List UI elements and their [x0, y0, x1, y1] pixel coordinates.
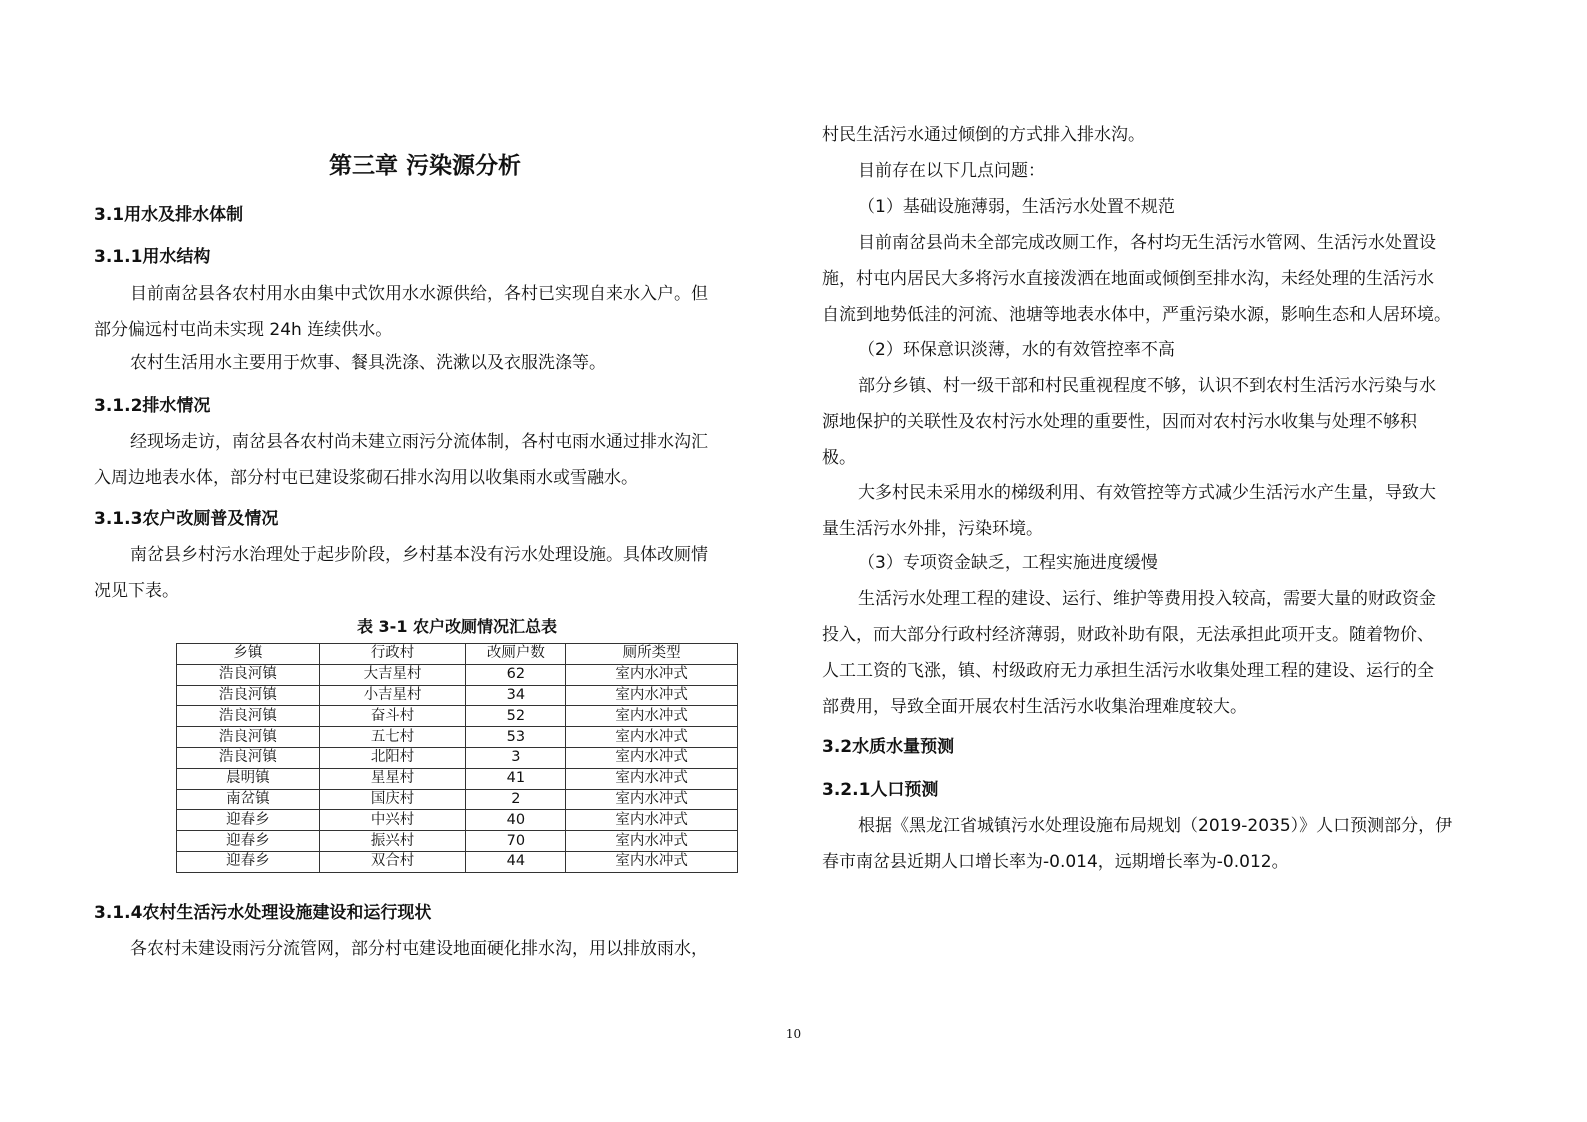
text-line: 目前存在以下几点问题：: [858, 161, 1045, 181]
text-line: 自流到地势低洼的河流、池塘等地表水体中，严重污染水源，影响生态和人居环境。: [822, 305, 1451, 325]
paragraph-r8: [822, 581, 1436, 725]
table-row: [177, 810, 738, 831]
paragraph-3-1-3: [94, 537, 708, 609]
table-cell: 53: [466, 727, 566, 748]
table-cell: 41: [466, 768, 566, 789]
section-3-1-1-heading: 3.1.1用水结构: [94, 247, 211, 267]
table-cell: 室内水冲式: [566, 685, 738, 706]
table-row: [177, 706, 738, 727]
table-cell: 奋斗村: [319, 706, 466, 727]
table-row: [177, 789, 738, 810]
header-households: 改厕户数: [466, 644, 566, 665]
table-cell: 迎春乡: [177, 831, 320, 852]
header-toilet-type: 厕所类型: [566, 644, 738, 665]
text-line: （3）专项资金缺乏，工程实施进度缓慢: [858, 553, 1158, 573]
text-line: 农村生活用水主要用于炊事、餐具洗涤、洗漱以及衣服洗涤等。: [130, 353, 606, 373]
table-cell: 3: [466, 747, 566, 768]
text-line: 村民生活污水通过倾倒的方式排入排水沟。: [822, 125, 1145, 145]
paragraph-3-1-1-a: [94, 276, 708, 348]
table-cell: 52: [466, 706, 566, 727]
table-header-row: [177, 644, 738, 665]
section-3-1-2-heading: 3.1.2排水情况: [94, 396, 211, 416]
table-row: [177, 747, 738, 768]
table-cell: 浩良河镇: [177, 747, 320, 768]
text-line: 目前南岔县尚未全部完成改厕工作，各村均无生活污水管网、生活污水处置设: [858, 233, 1436, 253]
paragraph-3-1-4: [94, 931, 708, 967]
text-line: 各农村未建设雨污分流管网，部分村屯建设地面硬化排水沟，用以排放雨水，: [130, 939, 708, 959]
table-cell: 北阳村: [319, 747, 466, 768]
paragraph-r9: [822, 808, 1452, 880]
table-cell: 双合村: [319, 851, 466, 872]
text-line: 春市南岔县近期人口增长率为-0.014，远期增长率为-0.012。: [822, 852, 1289, 872]
text-line: 经现场走访，南岔县各农村尚未建立雨污分流体制，各村屯雨水通过排水沟汇: [130, 432, 708, 452]
table-row: [177, 727, 738, 748]
section-3-1-heading: 3.1用水及排水体制: [94, 205, 244, 225]
paragraph-r2: [822, 189, 1175, 225]
table-cell: 室内水冲式: [566, 831, 738, 852]
paragraph-r3: [822, 225, 1451, 333]
text-line: 部分偏远村屯尚未实现 24h 连续供水。: [94, 320, 393, 340]
text-line: 生活污水处理工程的建设、运行、维护等费用投入较高，需要大量的财政资金: [858, 589, 1436, 609]
table-cell: 室内水冲式: [566, 727, 738, 748]
table-cell: 小吉星村: [319, 685, 466, 706]
table-row: [177, 768, 738, 789]
table-cell: 迎春乡: [177, 810, 320, 831]
table-cell: 44: [466, 851, 566, 872]
table-cell: 晨明镇: [177, 768, 320, 789]
table-cell: 迎春乡: [177, 851, 320, 872]
toilet-renovation-table: [176, 643, 738, 873]
table-cell: 浩良河镇: [177, 685, 320, 706]
table-cell: 室内水冲式: [566, 768, 738, 789]
header-township: 乡镇: [177, 644, 320, 665]
text-line: 源地保护的关联性及农村污水处理的重要性，因而对农村污水收集与处理不够积: [822, 412, 1417, 432]
table-cell: 浩良河镇: [177, 664, 320, 685]
table-cell: 室内水冲式: [566, 747, 738, 768]
paragraph-3-1-1-b: [94, 345, 606, 381]
table-cell: 浩良河镇: [177, 706, 320, 727]
table-cell: 70: [466, 831, 566, 852]
table-row: [177, 851, 738, 872]
table-cell: 室内水冲式: [566, 706, 738, 727]
paragraph-r0: [822, 117, 1145, 153]
text-line: 部费用，导致全面开展农村生活污水收集治理难度较大。: [822, 697, 1247, 717]
table-caption: 表 3-1 农户改厕情况汇总表: [356, 617, 558, 636]
section-3-1-4-heading: 3.1.4农村生活污水处理设施建设和运行现状: [94, 903, 432, 923]
table-cell: 中兴村: [319, 810, 466, 831]
table-cell: 大吉星村: [319, 664, 466, 685]
table-cell: 振兴村: [319, 831, 466, 852]
section-3-2-1-heading: 3.2.1人口预测: [822, 780, 939, 800]
paragraph-r4: [822, 332, 1175, 368]
text-line: 南岔县乡村污水治理处于起步阶段，乡村基本没有污水处理设施。具体改厕情: [130, 545, 708, 565]
table-cell: 62: [466, 664, 566, 685]
table-cell: 室内水冲式: [566, 789, 738, 810]
text-line: 大多村民未采用水的梯级利用、有效管控等方式减少生活污水产生量，导致大: [858, 483, 1436, 503]
paragraph-r1: [822, 153, 1045, 189]
chapter-title: 第三章 污染源分析: [328, 153, 521, 179]
table-cell: 40: [466, 810, 566, 831]
table-cell: 室内水冲式: [566, 810, 738, 831]
table-cell: 南岔镇: [177, 789, 320, 810]
table-cell: 五七村: [319, 727, 466, 748]
paragraph-r7: [822, 545, 1158, 581]
page-number: 10: [785, 1027, 802, 1041]
text-line: （1）基础设施薄弱，生活污水处置不规范: [858, 197, 1175, 217]
table-cell: 国庆村: [319, 789, 466, 810]
table-cell: 室内水冲式: [566, 851, 738, 872]
text-line: 施，村屯内居民大多将污水直接泼洒在地面或倾倒至排水沟，未经处理的生活污水: [822, 269, 1434, 289]
paragraph-3-1-2: [94, 424, 708, 496]
table-row: [177, 664, 738, 685]
text-line: 极。: [822, 448, 856, 468]
header-village: 行政村: [319, 644, 466, 665]
text-line: 量生活污水外排，污染环境。: [822, 519, 1043, 539]
table-cell: 星星村: [319, 768, 466, 789]
text-line: 人工工资的飞涨，镇、村级政府无力承担生活污水收集处理工程的建设、运行的全: [822, 661, 1434, 681]
section-3-2-heading: 3.2水质水量预测: [822, 737, 955, 757]
table-row: [177, 685, 738, 706]
text-line: 根据《黑龙江省城镇污水处理设施布局规划（2019-2035）》人口预测部分，伊: [858, 816, 1453, 836]
table-row: [177, 831, 738, 852]
section-3-1-3-heading: 3.1.3农户改厕普及情况: [94, 509, 279, 529]
text-line: 投入，而大部分行政村经济薄弱，财政补助有限，无法承担此项开支。随着物价、: [822, 625, 1434, 645]
table-cell: 室内水冲式: [566, 664, 738, 685]
table-cell: 2: [466, 789, 566, 810]
text-line: （2）环保意识淡薄，水的有效管控率不高: [858, 340, 1175, 360]
paragraph-r5: [822, 368, 1436, 476]
table-cell: 34: [466, 685, 566, 706]
text-line: 部分乡镇、村一级干部和村民重视程度不够，认识不到农村生活污水污染与水: [858, 376, 1436, 396]
table-cell: 浩良河镇: [177, 727, 320, 748]
text-line: 况见下表。: [94, 581, 179, 601]
paragraph-r6: [822, 475, 1436, 547]
text-line: 目前南岔县各农村用水由集中式饮用水水源供给，各村已实现自来水入户。但: [130, 284, 708, 304]
text-line: 入周边地表水体，部分村屯已建设浆砌石排水沟用以收集雨水或雪融水。: [94, 468, 638, 488]
